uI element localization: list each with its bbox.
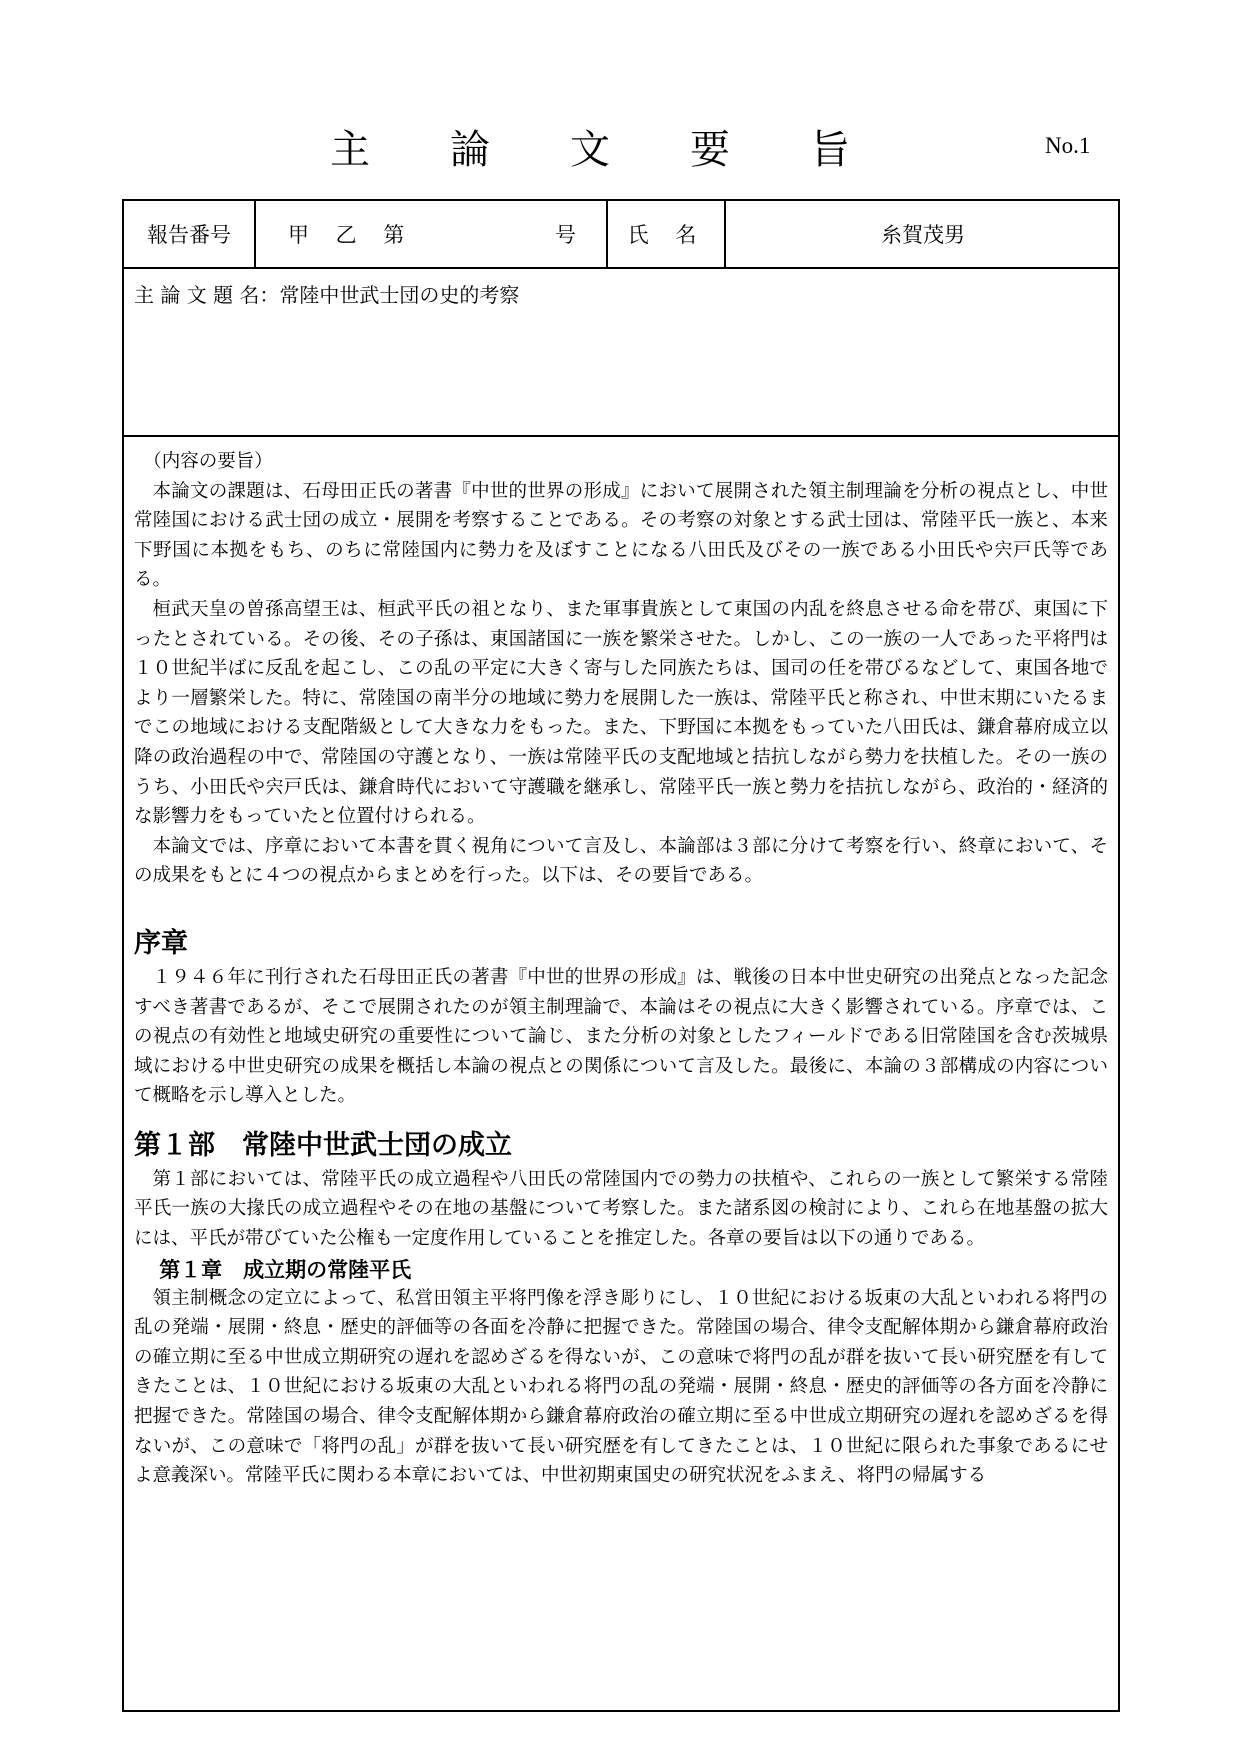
part1-paragraph: 第１部においては、常陸平氏の成立過程や八田氏の常陸国内での勢力の扶植や、これらの一族として繁栄する常陸平氏一族の大掾氏の成立過程やその在地の基盤について考察した。また諸系図の検討により、これら在地基盤の拡大には、平氏が帯びていた公権も一定度作用していることを推定した。各章の要旨は以下の通りである。 — [134, 1168, 1108, 1250]
report-number-label: 報告番号 — [147, 223, 231, 247]
summary-paragraph-1: 本論文の課題は、石母田正氏の著書『中世的世界の形成』において展開された領主制理論を分析の視点とし、中世常陸国における武士団の成立・展開を考察することである。その考察の対象とする武士団は、常陸平氏一族と、本来下野国に本拠をもち、のちに常陸国内に勢力を及ぼすことになる八田氏及びその一族である小田氏や宍戸氏等である。 — [134, 480, 1108, 591]
chapter1-paragraph: 領主制概念の定立によって、私営田領主平将門像を浮き彫りにし、１０世紀における坂東の大乱といわれる将門の乱の発端・展開・終息・歴史的評価等の各面を冷静に把握できた。常陸国の場合、律令支配解体期から鎌倉幕府政治の確立期に至る中世成立期研究の遅れを認めざるを得ないが、この意味で将門の乱が群を抜いて長い研究歴を有してきたことは、１０世紀における坂東の大乱といわれる将門の乱の発端・展開・終息・歴史的評価等の各方面を冷静に把握できた。常陸国の場合、律令支配解体期から鎌倉幕府政治の確立期に至る中世成立期研究の遅れを認めざるを得ないが、この意味で「将門の乱」が群を抜いて長い研究歴を有してきたことは、１０世紀に限られた事象であるにせよ意義深い。常陸平氏に関わる本章においては、中世初期東国史の研究状況をふまえ、将門の帰属する — [134, 1287, 1108, 1487]
report-number-text: 甲 乙 第 号 — [288, 223, 587, 247]
joshou-paragraph: １９４６年に刊行された石母田正氏の著書『中世的世界の形成』は、戦後の日本中世史研究の出発点となった記念すべき著書であるが、そこで展開されたのが領主制理論で、本論はその視点に大きく影響されている。序章では、この視点の有効性と地域史研究の重要性について論じ、また分析の対象としたフィールドである旧常陸国を含む茨城県域における中世史研究の成果を概括し本論の視点との関係について言及した。最後に、本論の３部構成の内容について概略を示し導入とした。 — [134, 966, 1108, 1107]
thesis-title: 主 論 文 題 名：常陸中世武士団の史的考察 — [134, 283, 520, 307]
section-heading-joshou: 序章 — [134, 927, 188, 959]
thesis-title-row — [124, 267, 1118, 437]
document-number: No.1 — [1045, 133, 1091, 158]
summary-content — [134, 447, 1108, 1491]
name-label — [606, 201, 726, 267]
chapter-heading-1: 第１章 成立期の常陸平氏 — [159, 1257, 412, 1282]
name-label-text: 氏 名 — [627, 223, 707, 247]
summary-paragraph-2: 桓武天皇の曽孫高望王は、桓武平氏の祖となり、また軍事貴族として東国の内乱を終息させる命を帯び、東国に下ったとされている。その後、その子孫は、東国諸国に一族を繁栄させた。しかし、この一族の一人であった平将門は１０世紀半ばに反乱を起こし、この乱の平定に大きく寄与した同族たちは、国司の任を帯びるなどして、東国各地でより一層繁栄した。特に、常陸国の南半分の地域に勢力を展開した一族は、常陸平氏と称され、中世末期にいたるまでこの地域における支配階級として大きな力をもった。また、下野国に本拠をもっていた八田氏は、鎌倉幕府成立以降の政治過程の中で、常陸国の守護となり、一族は常陸平氏の支配地域と拮抗しながら勢力を扶植した。その一族のうち、小田氏や宍戸氏は、鎌倉時代において守護職を継承し、常陸平氏一族と勢力を拮抗しながら、政治的・経済的な影響力をもっていたと位置付けられる。 — [134, 598, 1108, 828]
summary-form — [122, 199, 1120, 1712]
page-title: 主論文要旨 — [330, 127, 930, 173]
summary-heading: （内容の要旨） — [143, 451, 273, 472]
author-name: 糸賀茂男 — [724, 201, 1120, 267]
report-number-value — [254, 201, 608, 267]
section-heading-part1: 第１部 常陸中世武士団の成立 — [134, 1129, 512, 1161]
header-row — [124, 201, 1118, 269]
summary-paragraph-3: 本論文では、序章において本書を貫く視角について言及し、本論部は３部に分けて考察を行い、終章において、その成果をもとに４つの視点からまとめを行った。以下は、その要旨である。 — [134, 835, 1108, 887]
